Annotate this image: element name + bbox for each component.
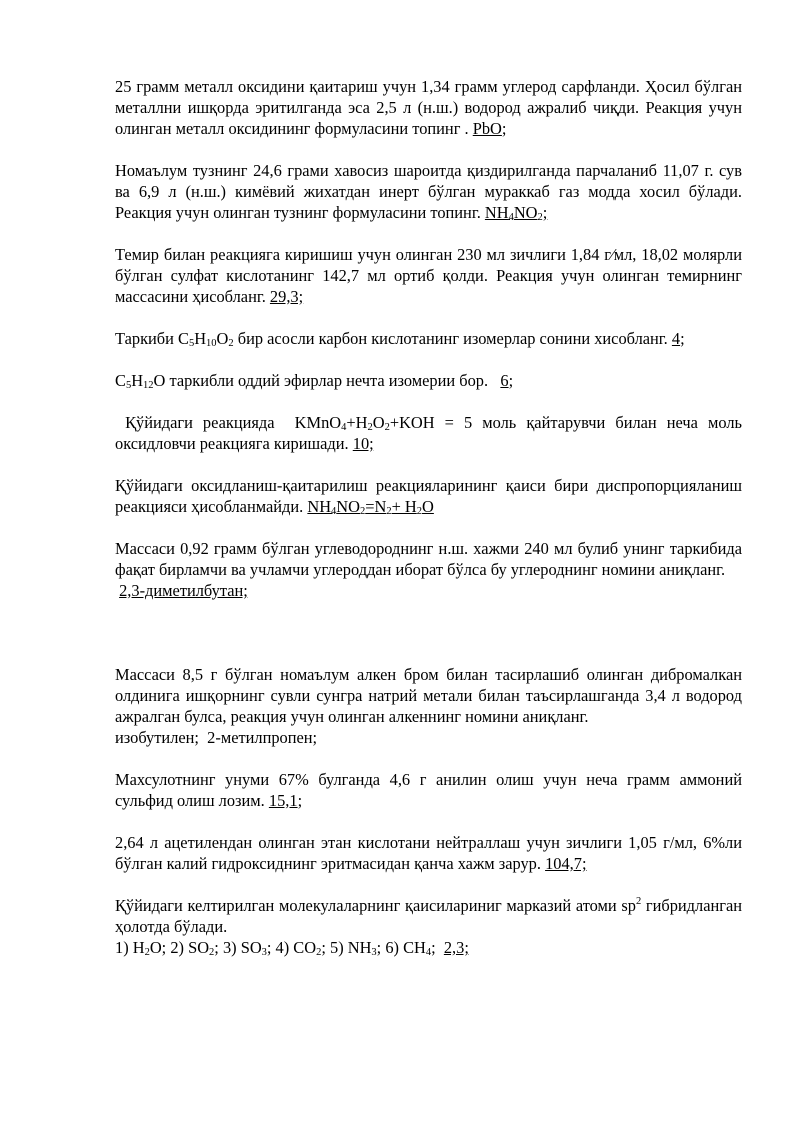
question-12-options: 1) $H_2O$; 2) $SO_2$; 3) $SO_3$; 4) $CO_2$; 5) $NH_3$; 6) $CH_4$; 2,3; <box>115 938 469 958</box>
question-2 <box>115 160 742 223</box>
question-8 <box>115 538 742 580</box>
question-3-answer: 29,3; <box>269 287 304 306</box>
question-11 <box>115 832 742 874</box>
question-3-text: Темир билан реакцияга киришиш учун олинган 230 мл зичлиги 1,84 г⁄мл, 18,02 молярли бўлган сулфат кислотанинг 142,7 мл ортиб қолди. Реакция учун олинган темирнинг массасини ҳисобланг. <box>115 245 742 306</box>
question-5-text: O таркибли оддий эфирлар нечта изомерии бор. <box>153 371 489 390</box>
question-4-text: бир асосли карбон кислотанинг изомерлар сонини хисобланг. <box>233 329 668 348</box>
question-1-answer: PbO <box>472 119 502 138</box>
question-12-text: Қўйидаги келтирилган молекулаларнинг қаисилариниг марказий атоми sp <box>115 896 636 915</box>
question-2-text: Номаълум тузнинг 24,6 грами хавосиз шароитда қиздирилганда парчаланиб 11,07 г. сув ва 6,9 л (н.ш.) кимёвий жихатдан инерт бўлган мураккаб газ модда хосил бўлади. Реакция учун олинган тузнинг формуласини топинг. <box>115 161 742 222</box>
question-10-text: Махсулотнинг унуми 67% булганда 4,6 г анилин олиш учун неча грамм аммоний сульфид олиш лозим. <box>115 770 742 810</box>
question-2-answer: $NH_4NO_2$; <box>484 203 548 223</box>
question-1-tail: ; <box>501 119 507 138</box>
question-10: Махсулотнинг унуми 67% булганда 4,6 г анилин олиш учун неча грамм аммоний сульфид олиш лозим. 15,1; <box>115 770 742 810</box>
question-8-answer-line <box>115 580 742 601</box>
question-3 <box>115 244 742 307</box>
question-12-sup: 2 <box>635 896 642 907</box>
question-10-answer: 15,1 <box>268 791 298 810</box>
question-11-text: 2,64 л ацетилендан олинган этан кислотани нейтраллаш учун зичлиги 1,05 г/мл, 6%ли бўлган калий гидроксиднинг эритмасидан қанча хажм зарур. <box>115 833 742 873</box>
question-12-answer: 2,3; <box>443 938 469 957</box>
question-1-text: 25 грамм металл оксидини қаитариш учун 1,34 грамм углерод сарфланди. Ҳосил бўлган металлни ишқорда эритилганда эса 2,5 л (н.ш.) водород ажралиб чиқди. Реакция учун олинган металл оксидининг формуласини топинг . <box>115 77 742 138</box>
question-4-formula: Таркиби $C_5H_{10}O_2$ <box>115 329 234 349</box>
question-9 <box>115 664 742 727</box>
question-5-formula: $C_5H_{12}$ <box>115 371 154 391</box>
question-8-text: Массаси 0,92 грамм бўлган углеводороднинг н.ш. хажми 240 мл булиб унинг таркибида фақат бирламчи ва учламчи углероддан иборат бўлса бу углероднинг номини аниқланг. <box>115 539 742 579</box>
question-9-answer-line <box>115 727 742 748</box>
question-4-answer: 4 <box>671 329 681 348</box>
question-1 <box>115 76 742 139</box>
question-5: $C_5H_{12}O$ таркибли оддий эфирлар нечта изомерии бор. 6; <box>115 371 514 391</box>
question-11-answer: 104,7; <box>545 854 587 873</box>
question-5-answer: 6 <box>500 371 509 390</box>
question-6 <box>115 412 742 454</box>
document-page <box>115 76 742 979</box>
question-6-answer: 10; <box>352 434 374 453</box>
question-7 <box>115 475 742 517</box>
question-9-answer: изобутилен; 2-метилпропен; <box>115 728 318 747</box>
question-7-text: Қўйидаги оксидланиш-қаитарилиш реакцияларининг қаиси бири диспропорцияланиш реакцияси ҳисобланмайди. <box>115 476 742 516</box>
question-4: Таркиби $C_5H_{10}O_2$ бир асосли карбон кислотанинг изомерлар сонини хисобланг. 4; <box>115 329 685 349</box>
question-6-text: +KOH = 5 моль қайтарувчи билан неча моль оксидловчи реакцияга киришади. <box>115 413 743 453</box>
question-12 <box>115 895 742 937</box>
question-6-formula: Қўйидаги реакцияда $KMnO_4+H_2O_2$ <box>115 413 390 433</box>
question-7-answer: $NH_4NO_2=N_2+ H_2O$ <box>307 497 434 517</box>
question-12-text2: гибридланган ҳолотда бўлади. <box>115 896 743 936</box>
question-9-text: Массаси 8,5 г бўлган номаълум алкен бром билан тасирлашиб олинган дибромалкан олдинига ишқорнинг сувли сунгра натрий метали билан таъсирлашганда 3,4 л водород ажралган булса, реакция учун олинган алкеннинг номини аниқланг. <box>115 665 742 726</box>
question-8-answer: 2,3-диметилбутан; <box>119 581 248 600</box>
